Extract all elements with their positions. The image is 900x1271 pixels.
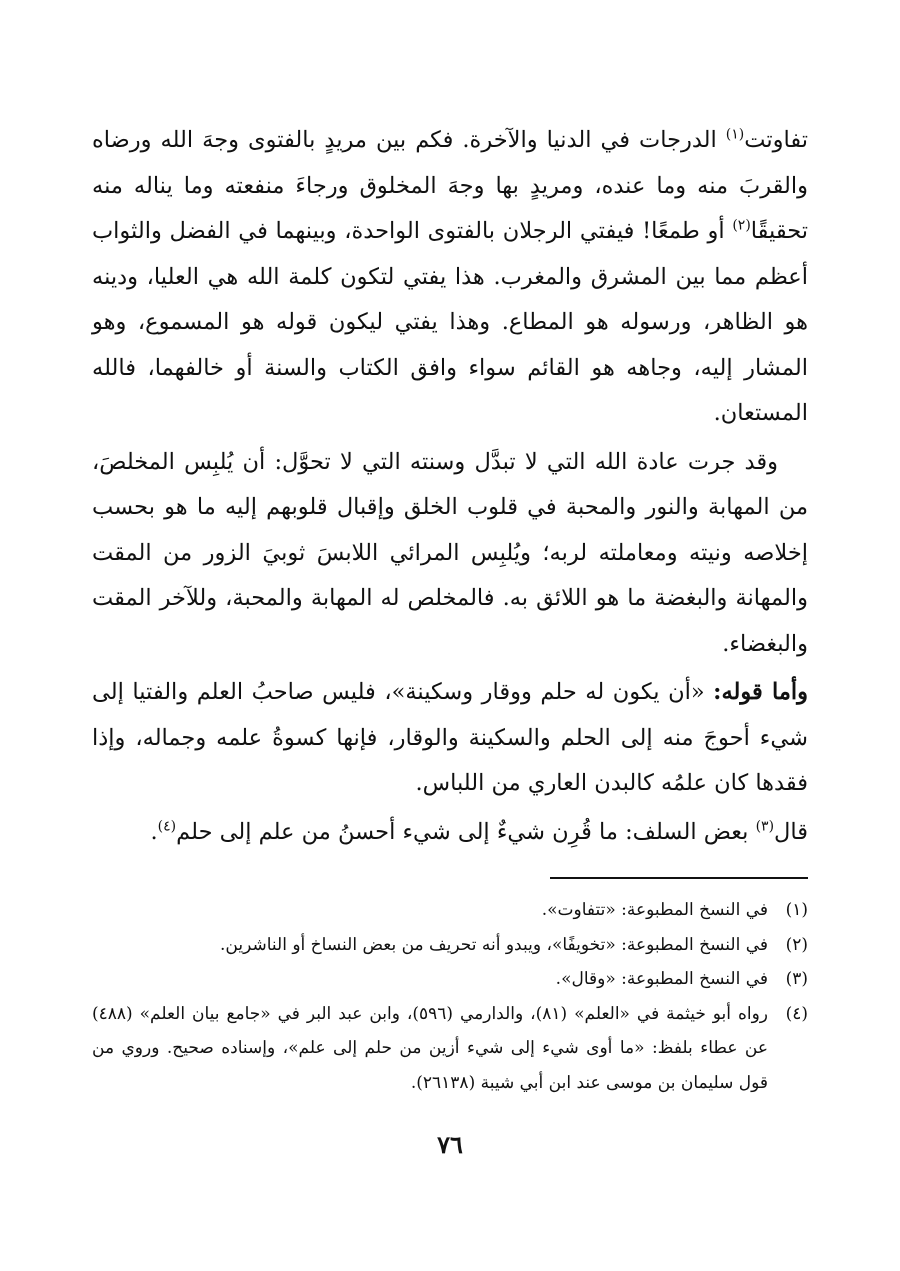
footnote-1 [92,893,808,928]
footnote-ref-1[interactable]: (١) [725,126,745,143]
page-content [92,118,808,1100]
footnote-3 [92,962,808,997]
page-number: ٧٦ [437,1130,463,1159]
footnote-ref-4[interactable]: (٤) [157,818,177,834]
paragraph-2: وقد جرت عادة الله التي لا تبدَّل وسنته التي لا تحوَّل: أن يُلبِس المخلصَ، من المهابة والنور والمحبة في قلوب الخلق وإقبال قلوبهم إليه ما هو بحسب إخلاصه ونيته ومعاملته لربه؛ ويُلبِس المرائي اللابسَ ثوبيَ الزور من المقت والمهانة والبغضة ما هو اللائق به. فالمخلص له المهابة والمحبة، وللآخر المقت والبغضاء. [92,448,808,657]
footnote-2 [92,928,808,963]
footnote-text: في النسخ المطبوعة: «تخويفًا»، ويبدو أنه تحريف من بعض النساخ أو الناشرين. [220,934,768,955]
paragraph-4-part1: قال [774,818,808,845]
paragraph-3-text: «أن يكون له حلم ووقار وسكينة»، فليس صاحبُ العلم والفتيا إلى شيء أحوجَ منه إلى الحلم والسكينة والوقار، فإنها كسوةُ علمه وجماله، وإذا فقدها كان علمُه كالبدن العاري من اللباس. [92,679,808,796]
paragraph-4-part2: بعض السلف: ما قُرِن شيءٌ إلى شيء أحسنُ من علم إلى حلم [176,818,756,845]
paragraph-1-part1: تفاوتت [744,127,808,153]
paragraph-1-part2: الدرجات في الدنيا والآخرة. فكم بين مريدٍ بالفتوى وجهَ الله ورضاه والقربَ منه وما عنده، ومريدٍ بها وجهَ المخلوق ورجاءَ منفعته وما يناله منه تحقيقًا [92,127,808,244]
footnote-number: (٢) [785,934,808,955]
footnotes [92,893,808,1100]
footnote-text: في النسخ المطبوعة: «وقال». [555,969,768,989]
paragraph-4 [92,810,808,856]
footnote-number: (٣) [785,969,808,989]
footnote-text: رواه أبو خيثمة في «العلم» (٨١)، والدارمي (٥٩٦)، وابن عبد البر في «جامع بيان العلم» (٤٨٨) عن عطاء بلفظ: «ما أوى شيء إلى شيء أزين من حلم إلى علم»، وإسناده صحيح. وروي من قول سليمان بن موسى عند ابن أبي شيبة (٢٦١٣٨). [92,1003,768,1093]
footnote-divider [550,877,808,879]
footnote-4 [92,997,808,1101]
paragraph-1-part3: أو طمعًا! فيفتي الرجلان بالفتوى الواحدة، وبينهما في الفضل والثواب أعظم مما بين المشرق والمغرب. هذا يفتي لتكون كلمة الله هي العليا، ودينه هو الظاهر، ورسوله هو المطاع. وهذا يفتي ليكون قوله هو المسموع، وهو المشار إليه، وجاهه هو القائم سواء وافق الكتاب والسنة أو خالفهما، فالله المستعان. [92,218,808,426]
paragraph-4-part3: . [150,818,158,845]
footnote-number: (٤) [785,1003,808,1024]
paragraph-3 [92,670,808,807]
footnote-text: في النسخ المطبوعة: «تتفاوت». [541,900,768,920]
paragraph-1 [92,118,808,437]
footnote-ref-3[interactable]: (٣) [755,818,775,834]
paragraph-3-lead: وأما قوله: [713,679,808,705]
footnote-ref-2[interactable]: (٢) [732,217,751,234]
main-text [92,118,808,855]
footnote-number: (١) [785,900,808,920]
